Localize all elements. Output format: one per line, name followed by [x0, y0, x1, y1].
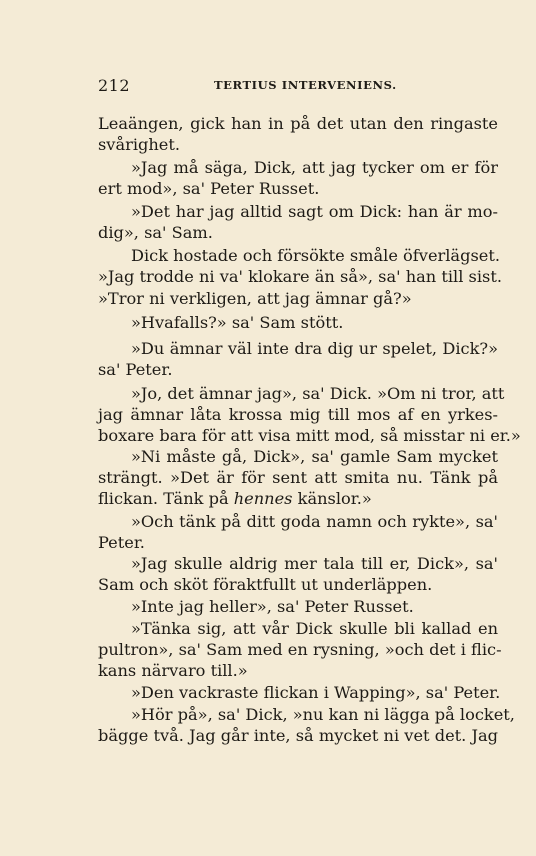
text-line: »Jag må säga, Dick, att jag tycker om er för: [131, 158, 498, 177]
page-number: 212: [98, 76, 131, 95]
running-head: TERTIUS INTERVENIENS.: [214, 78, 397, 92]
text-line: »Jo, det ämnar jag», sa' Dick. »Om ni tror, att: [131, 384, 505, 403]
text-line: kans närvaro till.»: [98, 661, 248, 680]
text-line: »Tänka sig, att vår Dick skulle bli kallad en: [131, 619, 498, 638]
text-line: [98, 488, 498, 509]
text-line: »Hör på», sa' Dick, »nu kan ni lägga på locket,: [131, 705, 515, 724]
text-line: Leaängen, gick han in på det utan den ringaste: [98, 114, 498, 133]
text-line: »Inte jag heller», sa' Peter Russet.: [131, 597, 414, 616]
text-line: ert mod», sa' Peter Russet.: [98, 179, 320, 198]
text-line: dig», sa' Sam.: [98, 223, 213, 242]
text-line: Peter.: [98, 533, 145, 552]
text-line: »Jag trodde ni va' klokare än så», sa' han till sist.: [98, 267, 502, 286]
text-line: »Och tänk på ditt goda namn och rykte», sa': [131, 512, 498, 531]
text-line: sa' Peter.: [98, 360, 173, 379]
text-line: svårighet.: [98, 135, 181, 154]
text-line: strängt. »Det är för sent att smita nu. Tänk på: [98, 468, 498, 487]
text-segment: flickan. Tänk på: [98, 489, 234, 508]
text-line: »Ni måste gå, Dick», sa' gamle Sam mycket: [131, 447, 498, 466]
text-line: »Tror ni verkligen, att jag ämnar gå?»: [98, 289, 412, 308]
emphasized-word: hennes: [233, 489, 293, 508]
text-line: »Hvafalls?» sa' Sam stött.: [131, 313, 344, 332]
text-line: Dick hostade och försökte småle öfverlägset.: [131, 246, 500, 265]
text-line: Sam och sköt föraktfullt ut underläppen.: [98, 575, 433, 594]
text-line: boxare bara för att visa mitt mod, så misstar ni er.»: [98, 426, 521, 445]
text-segment: känslor.»: [292, 489, 372, 508]
text-line: »Den vackraste flickan i Wapping», sa' Peter.: [131, 683, 501, 702]
text-line: pultron», sa' Sam med en rysning, »och det i flic-: [98, 640, 502, 659]
page-header: [98, 76, 498, 96]
text-line: »Du ämnar väl inte dra dig ur spelet, Dick?»: [131, 339, 498, 358]
text-line: »Det har jag alltid sagt om Dick: han är mo-: [131, 202, 498, 221]
text-line: bägge två. Jag går inte, så mycket ni vet det. Jag: [98, 726, 498, 745]
text-line: »Jag skulle aldrig mer tala till er, Dick», sa': [131, 554, 498, 573]
text-line: jag ämnar låta krossa mig till mos af en yrkes-: [98, 405, 498, 424]
